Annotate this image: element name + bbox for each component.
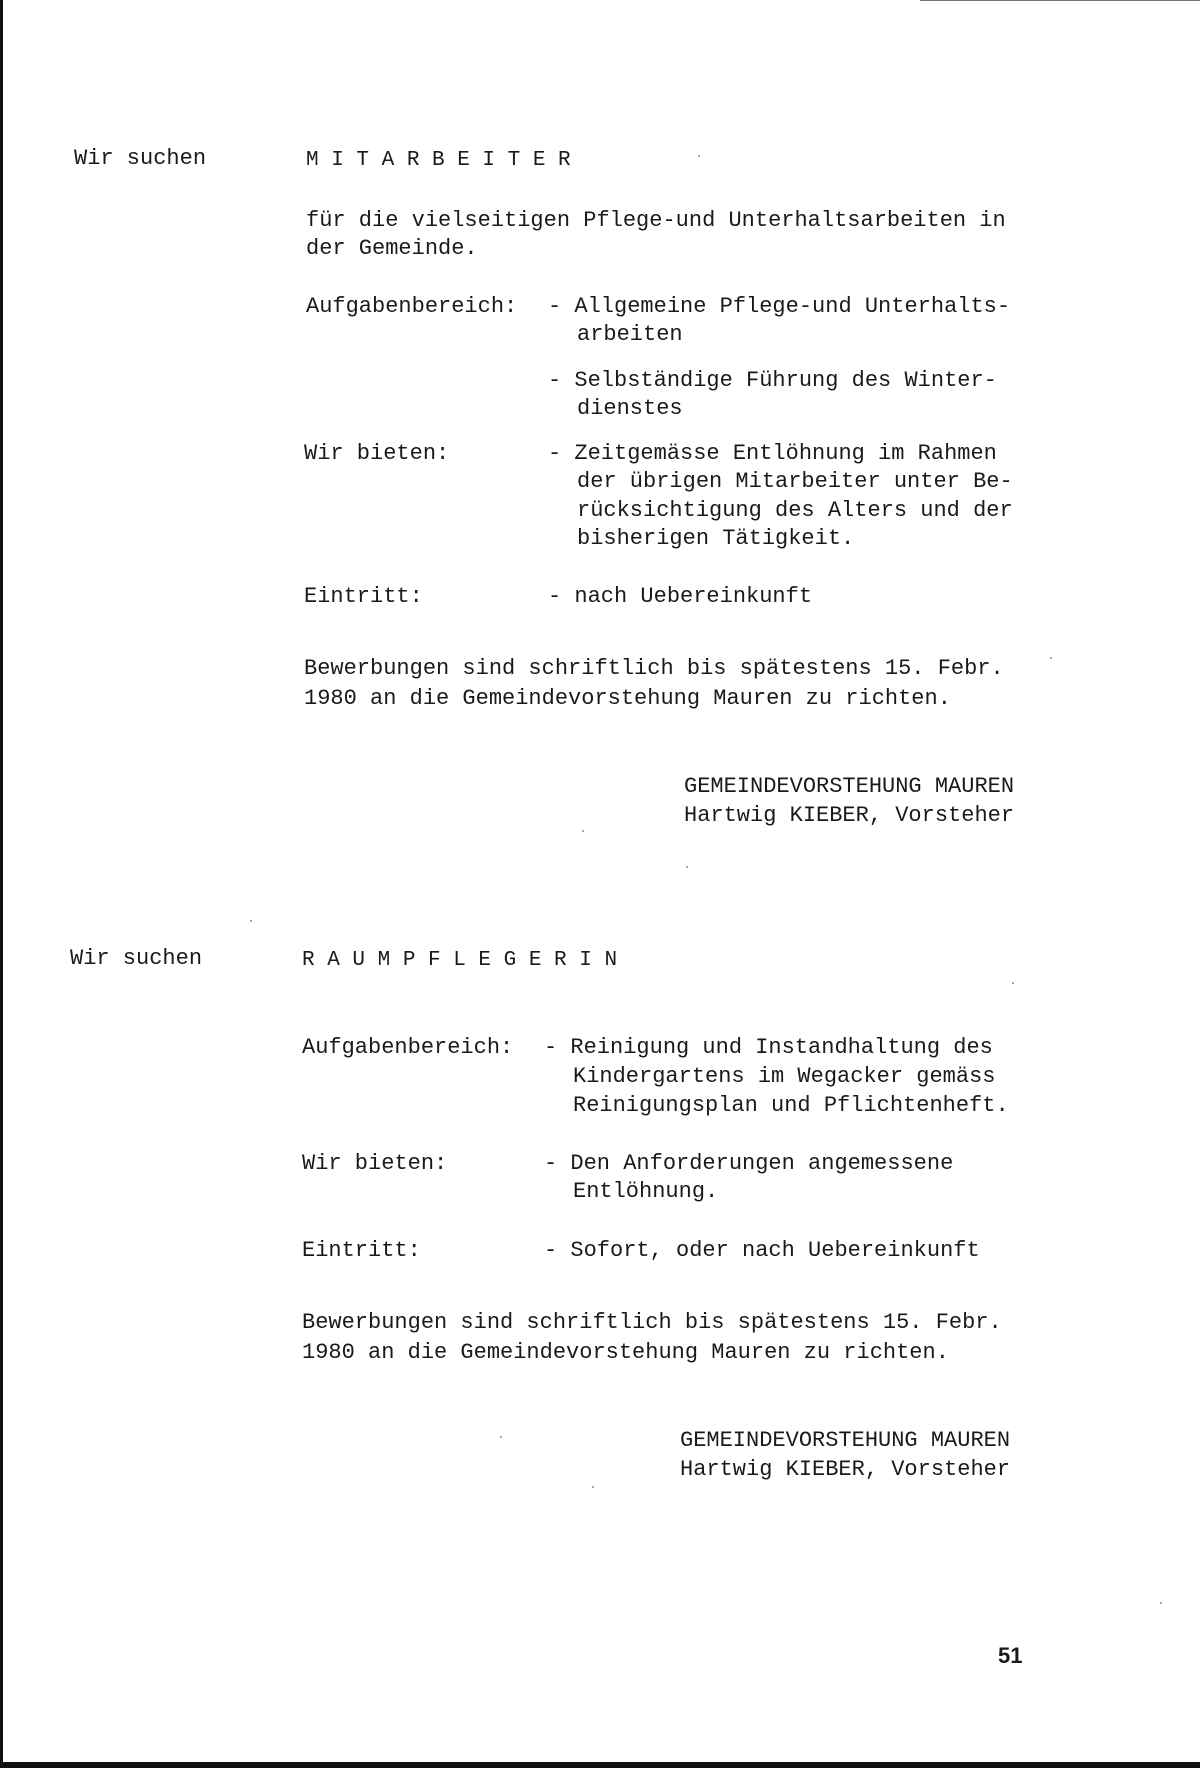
scan-speck xyxy=(250,920,252,922)
bieten-label: Wir bieten: xyxy=(302,1151,448,1176)
bieten-item-line: der übrigen Mitarbeiter unter Be- xyxy=(577,469,1013,494)
application-line: 1980 an die Gemeindevorstehung Mauren zu richten. xyxy=(304,686,951,711)
scan-speck xyxy=(582,830,584,832)
eintritt-label: Eintritt: xyxy=(302,1238,421,1263)
aufgaben-item-line: - Reinigung und Instandhaltung des xyxy=(544,1035,993,1060)
aufgaben-item-line: - Selbständige Führung des Winter- xyxy=(548,368,997,393)
job-title: R A U M P F L E G E R I N xyxy=(302,949,618,972)
scan-speck xyxy=(698,155,700,157)
eintritt-item: - nach Uebereinkunft xyxy=(548,584,813,609)
application-line: 1980 an die Gemeindevorstehung Mauren zu richten. xyxy=(302,1340,949,1365)
scan-speck xyxy=(1050,657,1052,659)
page-bottom-border xyxy=(0,1762,1200,1768)
aufgaben-item-line: dienstes xyxy=(577,396,683,421)
bieten-label: Wir bieten: xyxy=(304,441,450,466)
signature-line: Hartwig KIEBER, Vorsteher xyxy=(680,1457,1011,1482)
signature-line: Hartwig KIEBER, Vorsteher xyxy=(684,803,1015,828)
aufgaben-label: Aufgabenbereich: xyxy=(302,1035,514,1060)
bieten-item-line: - Den Anforderungen angemessene xyxy=(544,1151,954,1176)
bieten-item-line: Entlöhnung. xyxy=(573,1179,719,1204)
scan-speck xyxy=(500,1436,502,1438)
job-description-line: der Gemeinde. xyxy=(306,236,478,261)
scan-speck xyxy=(1160,1602,1162,1604)
scan-speck xyxy=(686,866,688,868)
scan-speck xyxy=(592,1486,594,1488)
job-title: M I T A R B E I T E R xyxy=(306,149,571,172)
bieten-item-line: rücksichtigung des Alters und der xyxy=(577,498,1013,523)
signature-line: GEMEINDEVORSTEHUNG MAUREN xyxy=(680,1428,1011,1453)
aufgaben-item-line: Reinigungsplan und Pflichtenheft. xyxy=(573,1093,1009,1118)
aufgaben-label: Aufgabenbereich: xyxy=(306,294,518,319)
ad-intro: Wir suchen xyxy=(70,946,203,971)
job-description-line: für die vielseitigen Pflege-und Unterhaltsarbeiten in xyxy=(306,208,1006,233)
page-left-border xyxy=(0,0,3,1768)
application-line: Bewerbungen sind schriftlich bis spätestens 15. Febr. xyxy=(304,656,1004,681)
eintritt-label: Eintritt: xyxy=(304,584,423,609)
aufgaben-item-line: Kindergartens im Wegacker gemäss xyxy=(573,1064,996,1089)
eintritt-item: - Sofort, oder nach Uebereinkunft xyxy=(544,1238,980,1263)
aufgaben-item-line: arbeiten xyxy=(577,322,683,347)
aufgaben-item-line: - Allgemeine Pflege-und Unterhalts- xyxy=(548,294,1011,319)
bieten-item-line: - Zeitgemässe Entlöhnung im Rahmen xyxy=(548,441,997,466)
bieten-item-line: bisherigen Tätigkeit. xyxy=(577,526,855,551)
application-line: Bewerbungen sind schriftlich bis spätestens 15. Febr. xyxy=(302,1310,1002,1335)
scan-speck xyxy=(1012,982,1014,984)
signature-line: GEMEINDEVORSTEHUNG MAUREN xyxy=(684,774,1015,799)
page-top-line xyxy=(920,0,1200,1)
page-number: 51 xyxy=(998,1643,1023,1668)
ad-intro: Wir suchen xyxy=(74,146,207,171)
